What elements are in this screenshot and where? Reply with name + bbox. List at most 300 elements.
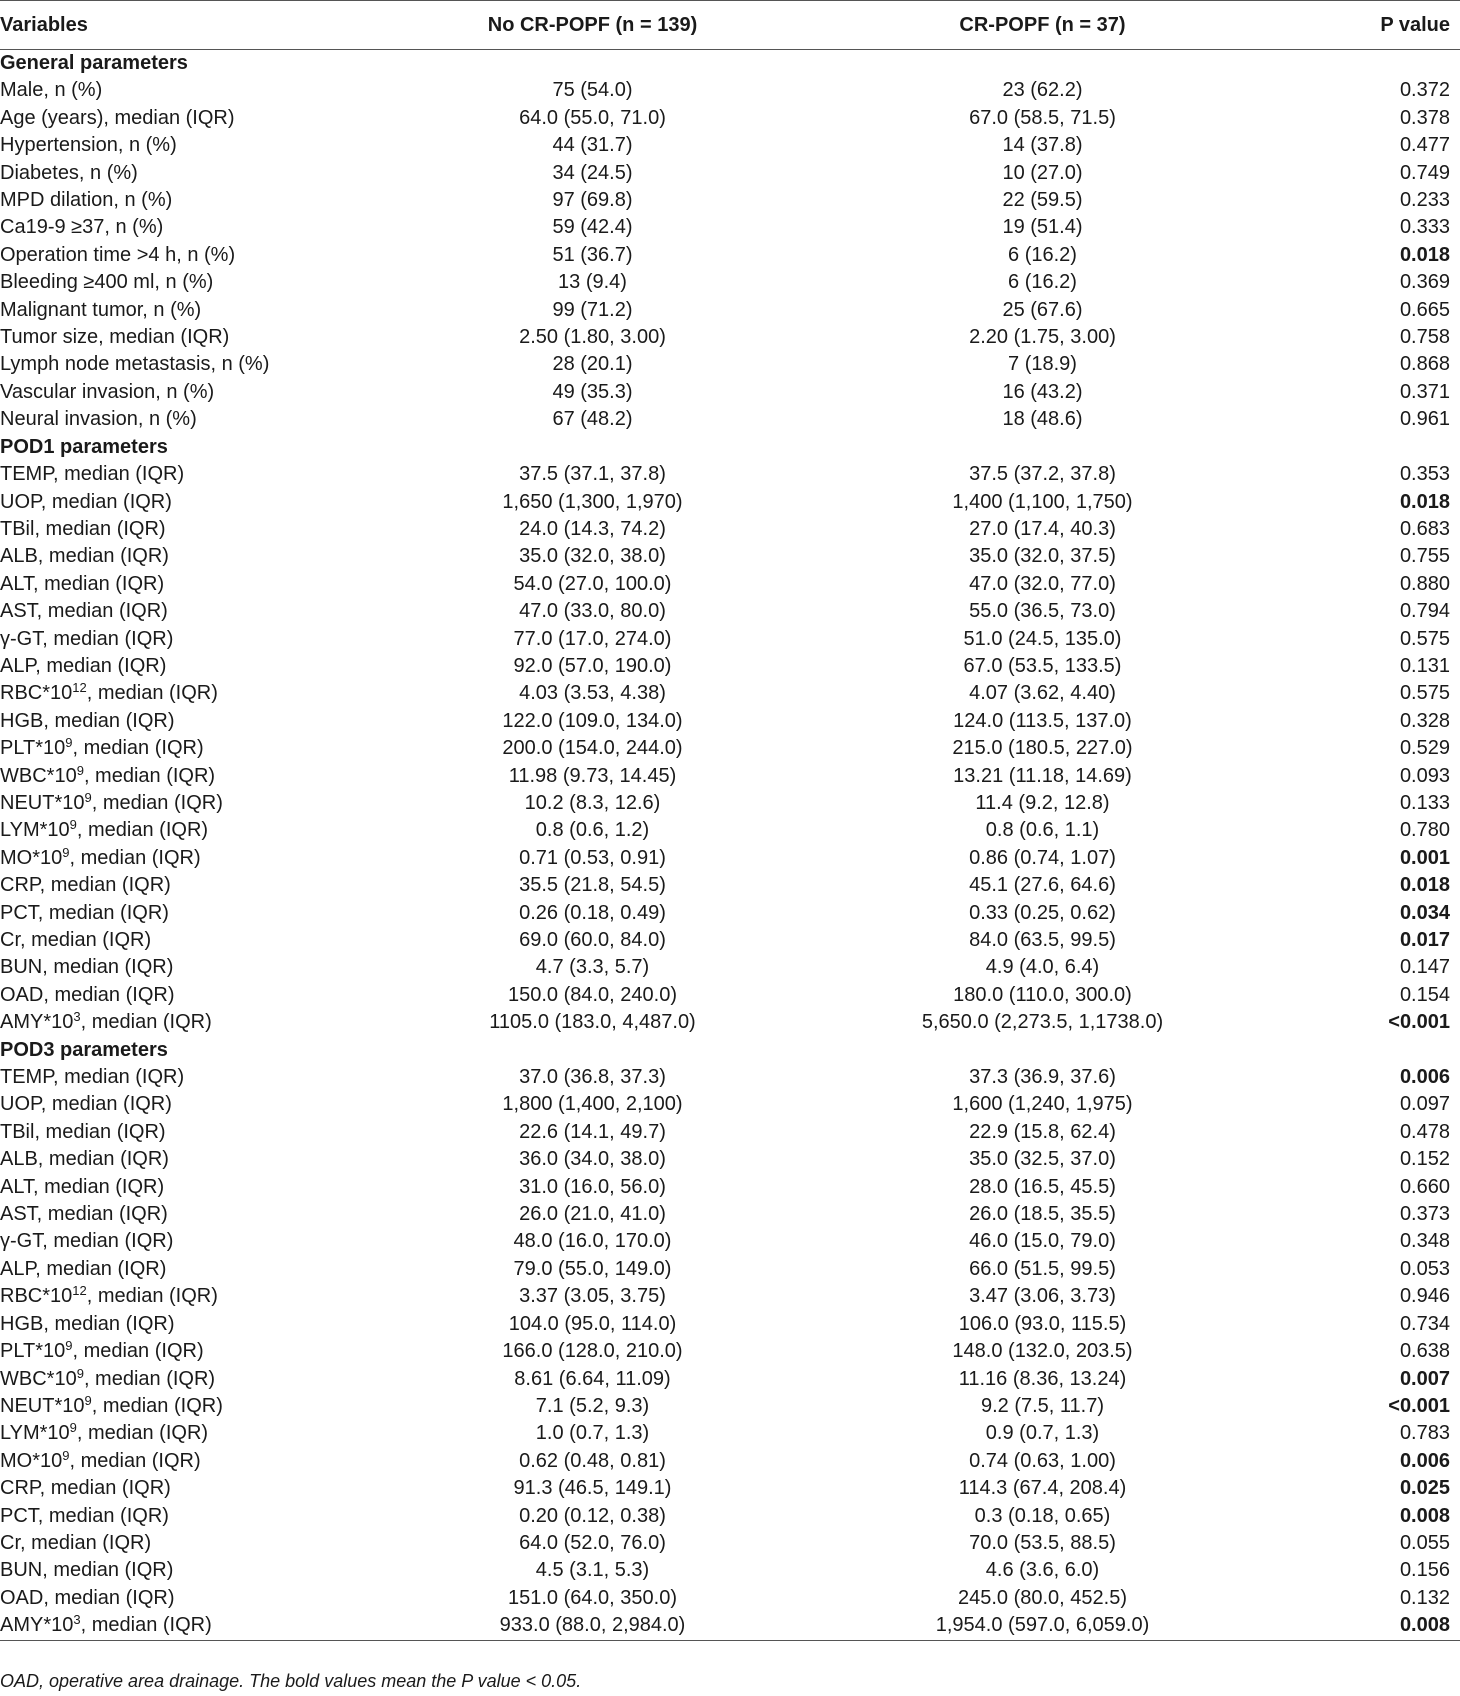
table-row [0, 763, 1460, 790]
header-row [0, 1, 1460, 50]
no-cr-popf-cell: 28 (20.1) [552, 353, 633, 376]
table-row [0, 214, 1460, 241]
cr-popf-cell: 16 (43.2) [1002, 380, 1083, 403]
table-row [0, 1091, 1460, 1118]
variable-name: TEMP, median (IQR) [0, 1066, 185, 1089]
variable-name: Hypertension, n (%) [0, 134, 177, 157]
cr-popf-cell: 22 (59.5) [1002, 189, 1083, 212]
variable-cell [0, 1338, 420, 1365]
section-header-row [0, 434, 1460, 461]
cr-popf-cell: 114.3 (67.4, 208.4) [958, 1477, 1127, 1500]
variable-cell [0, 132, 420, 159]
variable-suffix: , median (IQR) [86, 682, 218, 705]
no-cr-popf-cell: 44 (31.7) [552, 134, 633, 157]
section-title: POD3 parameters [0, 1038, 168, 1061]
variable-cell [0, 927, 420, 954]
variable-cell [0, 1311, 420, 1338]
table-row [0, 626, 1460, 653]
variable-suffix: , median (IQR) [76, 819, 209, 842]
variable-name: Neural invasion, n (%) [0, 408, 197, 431]
variable-exponent: 9 [65, 735, 73, 751]
cr-popf-cell: 0.86 (0.74, 1.07) [969, 846, 1116, 869]
no-cr-popf-cell: 1105.0 (183.0, 4,487.0) [489, 1011, 696, 1034]
table-row [0, 790, 1460, 817]
table-row [0, 1448, 1460, 1475]
no-cr-popf-cell: 24.0 (14.3, 74.2) [519, 517, 666, 540]
table-row [0, 1393, 1460, 1420]
no-cr-popf-cell: 4.03 (3.53, 4.38) [519, 682, 666, 705]
table-row [0, 1366, 1460, 1393]
no-cr-popf-cell: 99 (71.2) [552, 298, 633, 321]
p-value-cell: 0.353 [1399, 463, 1450, 486]
section-header-row [0, 50, 1460, 78]
table-row [0, 1530, 1460, 1557]
p-value-cell: 0.372 [1399, 79, 1450, 102]
variable-name: γ-GT, median (IQR) [0, 1230, 174, 1253]
p-value-cell: 0.008 [1399, 1504, 1450, 1527]
no-cr-popf-cell: 1,800 (1,400, 2,100) [502, 1093, 683, 1116]
variable-exponent: 12 [72, 680, 87, 696]
variable-cell [0, 735, 420, 762]
variable-name: MO*10 [0, 1449, 63, 1472]
table-row [0, 1503, 1460, 1530]
cr-popf-cell: 215.0 (180.5, 227.0) [952, 737, 1133, 760]
variable-cell [0, 1283, 420, 1310]
table-row [0, 1256, 1460, 1283]
table-row [0, 269, 1460, 296]
no-cr-popf-cell: 67 (48.2) [552, 408, 633, 431]
variable-exponent: 9 [62, 1447, 70, 1463]
variable-suffix: , median (IQR) [76, 1422, 209, 1445]
variable-name: Vascular invasion, n (%) [0, 380, 215, 403]
p-value-cell: 0.132 [1399, 1586, 1450, 1609]
variable-exponent: 3 [73, 1612, 81, 1628]
no-cr-popf-cell: 166.0 (128.0, 210.0) [502, 1340, 683, 1363]
cr-popf-cell: 37.5 (37.2, 37.8) [969, 463, 1116, 486]
variable-cell [0, 489, 420, 516]
cr-popf-cell: 124.0 (113.5, 137.0) [953, 709, 1132, 732]
variable-name: Malignant tumor, n (%) [0, 298, 202, 321]
p-value-cell: <0.001 [1388, 1011, 1450, 1034]
table-row [0, 680, 1460, 707]
variable-cell [0, 1366, 420, 1393]
variable-cell [0, 379, 420, 406]
p-value-cell: 0.233 [1399, 189, 1450, 212]
table-row [0, 1064, 1460, 1091]
variable-cell [0, 160, 420, 187]
no-cr-popf-cell: 69.0 (60.0, 84.0) [519, 929, 666, 951]
variable-name: BUN, median (IQR) [0, 1559, 174, 1582]
p-value-cell: 0.025 [1399, 1477, 1450, 1500]
variable-cell [0, 1420, 420, 1447]
p-value-cell: 0.333 [1399, 216, 1450, 239]
variable-exponent: 12 [72, 1283, 87, 1299]
variable-name: NEUT*10 [0, 791, 85, 814]
variable-exponent: 3 [73, 1009, 81, 1025]
p-value-cell: 0.575 [1399, 627, 1450, 650]
no-cr-popf-cell: 3.37 (3.05, 3.75) [519, 1285, 666, 1308]
cr-popf-cell: 4.9 (4.0, 6.4) [985, 956, 1100, 979]
p-value-cell: 0.755 [1399, 545, 1450, 568]
p-value-cell: 0.348 [1399, 1230, 1450, 1253]
no-cr-popf-cell: 11.98 (9.73, 14.45) [508, 764, 677, 787]
variable-exponent: 9 [76, 1365, 84, 1381]
header-no-cr-popf: No CR-POPF (n = 139) [420, 1, 775, 50]
variable-exponent: 9 [76, 762, 84, 778]
variable-exponent: 9 [69, 817, 77, 833]
no-cr-popf-cell: 0.62 (0.48, 0.81) [519, 1449, 666, 1472]
table-row [0, 900, 1460, 927]
p-value-cell: 0.147 [1399, 956, 1450, 979]
p-value-cell: 0.093 [1399, 764, 1450, 787]
variable-cell [0, 1393, 420, 1420]
variable-cell [0, 1256, 420, 1283]
p-value-cell: 0.328 [1399, 709, 1450, 732]
variable-cell [0, 1503, 420, 1530]
variable-cell [0, 653, 420, 680]
table-row [0, 379, 1460, 406]
variable-cell [0, 242, 420, 269]
no-cr-popf-cell: 37.5 (37.1, 37.8) [519, 463, 666, 486]
header-variables: Variables [0, 1, 420, 50]
header-cr-popf: CR-POPF (n = 37) [775, 1, 1320, 50]
no-cr-popf-cell: 200.0 (154.0, 244.0) [502, 737, 683, 760]
variable-cell [0, 351, 420, 378]
p-value-cell: 0.946 [1399, 1285, 1450, 1308]
no-cr-popf-cell: 59 (42.4) [552, 216, 633, 239]
no-cr-popf-cell: 75 (54.0) [552, 79, 633, 102]
variable-cell [0, 598, 420, 625]
table-row [0, 598, 1460, 625]
section-title: POD1 parameters [0, 435, 168, 458]
variable-cell [0, 1612, 420, 1640]
p-value-cell: 0.780 [1399, 819, 1450, 842]
variable-cell [0, 763, 420, 790]
table-row [0, 571, 1460, 598]
table-row [0, 845, 1460, 872]
p-value-cell: 0.665 [1399, 298, 1450, 321]
no-cr-popf-cell: 79.0 (55.0, 149.0) [513, 1257, 672, 1280]
no-cr-popf-cell: 31.0 (16.0, 56.0) [519, 1175, 666, 1198]
cr-popf-cell: 25 (67.6) [1002, 298, 1083, 321]
variable-cell [0, 269, 420, 296]
variable-cell [0, 1146, 420, 1173]
variable-name: AST, median (IQR) [0, 1203, 168, 1226]
cr-popf-cell: 4.6 (3.6, 6.0) [985, 1559, 1100, 1582]
cr-popf-cell: 13.21 (11.18, 14.69) [953, 764, 1132, 787]
variable-cell [0, 297, 420, 324]
cr-popf-cell: 180.0 (110.0, 300.0) [953, 983, 1132, 1006]
variable-name: AMY*10 [0, 1614, 74, 1637]
cr-popf-cell: 18 (48.6) [1002, 408, 1083, 431]
variable-cell [0, 900, 420, 927]
variable-cell [0, 708, 420, 735]
p-value-cell: 0.055 [1399, 1531, 1450, 1554]
no-cr-popf-cell: 150.0 (84.0, 240.0) [507, 983, 677, 1006]
variable-name: OAD, median (IQR) [0, 983, 175, 1006]
no-cr-popf-cell: 0.8 (0.6, 1.2) [535, 819, 650, 842]
cr-popf-cell: 1,954.0 (597.0, 6,059.0) [775, 1612, 1320, 1640]
p-value-cell: 0.734 [1399, 1312, 1450, 1335]
no-cr-popf-cell: 48.0 (16.0, 170.0) [513, 1230, 672, 1253]
no-cr-popf-cell: 104.0 (95.0, 114.0) [508, 1312, 677, 1335]
variable-name: CRP, median (IQR) [0, 874, 171, 897]
p-value-cell: 0.529 [1399, 737, 1450, 760]
variable-name: NEUT*10 [0, 1394, 85, 1417]
table-row [0, 1338, 1460, 1365]
p-value-cell: 0.008 [1320, 1612, 1460, 1640]
variable-cell [0, 1475, 420, 1502]
variable-cell [0, 790, 420, 817]
no-cr-popf-cell: 51 (36.7) [552, 243, 633, 266]
cr-popf-cell: 51.0 (24.5, 135.0) [963, 627, 1122, 650]
variable-exponent: 9 [84, 789, 92, 805]
variable-name: ALT, median (IQR) [0, 572, 165, 595]
p-value-cell: 0.660 [1399, 1175, 1450, 1198]
variable-name: Bleeding ≥400 ml, n (%) [0, 271, 214, 294]
variable-name: PCT, median (IQR) [0, 1504, 169, 1527]
p-value-cell: 0.017 [1399, 929, 1450, 951]
cr-popf-cell: 6 (16.2) [1008, 271, 1077, 294]
variable-name: PLT*10 [0, 737, 66, 760]
p-value-cell: 0.001 [1399, 846, 1450, 869]
variable-cell [0, 1448, 420, 1475]
cr-popf-cell: 0.8 (0.6, 1.1) [985, 819, 1100, 842]
variable-name: OAD, median (IQR) [0, 1586, 175, 1609]
p-value-cell: 0.053 [1399, 1257, 1450, 1280]
p-value-cell: 0.575 [1399, 682, 1450, 705]
p-value-cell: 0.006 [1399, 1449, 1450, 1472]
no-cr-popf-cell: 26.0 (21.0, 41.0) [519, 1203, 666, 1226]
variable-cell [0, 817, 420, 844]
p-value-cell: 0.018 [1399, 243, 1450, 266]
no-cr-popf-cell: 7.1 (5.2, 9.3) [535, 1394, 650, 1417]
no-cr-popf-cell: 34 (24.5) [552, 161, 633, 184]
p-value-cell: 0.638 [1399, 1340, 1450, 1363]
variable-cell [0, 1091, 420, 1118]
p-value-cell: 0.152 [1399, 1148, 1450, 1171]
table-row [0, 1420, 1460, 1447]
variable-cell [0, 461, 420, 488]
cr-popf-cell: 1,600 (1,240, 1,975) [952, 1093, 1133, 1116]
variable-suffix: , median (IQR) [69, 846, 201, 869]
table-row [0, 1557, 1460, 1584]
p-value-cell: 0.378 [1399, 106, 1450, 129]
no-cr-popf-cell: 122.0 (109.0, 134.0) [502, 709, 683, 732]
no-cr-popf-cell: 47.0 (33.0, 80.0) [519, 600, 666, 623]
variable-name: UOP, median (IQR) [0, 490, 172, 513]
variable-suffix: , median (IQR) [83, 764, 216, 787]
no-cr-popf-cell: 4.7 (3.3, 5.7) [535, 956, 650, 979]
p-value-cell: 0.156 [1399, 1559, 1450, 1582]
cr-popf-cell: 84.0 (63.5, 99.5) [969, 929, 1116, 951]
variable-name: RBC*10 [0, 682, 73, 705]
no-cr-popf-cell: 64.0 (52.0, 76.0) [519, 1531, 666, 1554]
variable-cell [0, 571, 420, 598]
variable-name: Male, n (%) [0, 79, 103, 102]
variable-cell [0, 1585, 420, 1612]
no-cr-popf-cell: 64.0 (55.0, 71.0) [519, 106, 666, 129]
variable-name: CRP, median (IQR) [0, 1477, 171, 1500]
table-body [0, 50, 1460, 1641]
no-cr-popf-cell: 49 (35.3) [552, 380, 633, 403]
cr-popf-cell: 35.0 (32.5, 37.0) [969, 1148, 1116, 1171]
table-row [0, 1146, 1460, 1173]
table-row [0, 132, 1460, 159]
variable-name: PCT, median (IQR) [0, 901, 169, 924]
cr-popf-cell: 66.0 (51.5, 99.5) [969, 1257, 1116, 1280]
p-value-cell: 0.783 [1399, 1422, 1450, 1445]
variable-name: Ca19-9 ≥37, n (%) [0, 216, 164, 239]
variable-suffix: , median (IQR) [80, 1011, 212, 1034]
variable-name: ALP, median (IQR) [0, 654, 167, 677]
cr-popf-cell: 55.0 (36.5, 73.0) [969, 600, 1116, 623]
table-footnote: OAD, operative area drainage. The bold values mean the P value < 0.05. [0, 1671, 582, 1691]
cr-popf-cell: 67.0 (58.5, 71.5) [969, 106, 1116, 129]
no-cr-popf-cell: 54.0 (27.0, 100.0) [513, 572, 672, 595]
variable-exponent: 9 [69, 1420, 77, 1436]
no-cr-popf-cell: 36.0 (34.0, 38.0) [519, 1148, 666, 1171]
table-row [0, 1174, 1460, 1201]
table-row [0, 187, 1460, 214]
table-row [0, 927, 1460, 954]
p-value-cell: 0.683 [1399, 517, 1450, 540]
cr-popf-cell: 23 (62.2) [1002, 79, 1083, 102]
no-cr-popf-cell: 92.0 (57.0, 190.0) [513, 654, 672, 677]
table-row [0, 872, 1460, 899]
variable-cell [0, 187, 420, 214]
variable-suffix: , median (IQR) [72, 1340, 204, 1363]
cr-popf-cell: 1,400 (1,100, 1,750) [952, 490, 1133, 513]
section-header-row [0, 1037, 1460, 1064]
no-cr-popf-cell: 0.71 (0.53, 0.91) [519, 846, 666, 869]
p-value-cell: 0.131 [1399, 654, 1450, 677]
variable-exponent: 9 [84, 1392, 92, 1408]
cr-popf-cell: 0.74 (0.63, 1.00) [969, 1449, 1116, 1472]
table-row [0, 406, 1460, 433]
variable-name: Cr, median (IQR) [0, 1531, 152, 1554]
table-row [0, 324, 1460, 351]
cr-popf-cell: 148.0 (132.0, 203.5) [952, 1340, 1133, 1363]
variable-name: ALB, median (IQR) [0, 545, 169, 568]
p-value-cell: 0.961 [1399, 408, 1450, 431]
variable-cell [0, 324, 420, 351]
table-row [0, 1009, 1460, 1036]
p-value-cell: 0.018 [1399, 874, 1450, 897]
header-p-value: P value [1320, 1, 1460, 50]
variable-suffix: , median (IQR) [91, 791, 223, 814]
variable-name: AST, median (IQR) [0, 600, 168, 623]
variable-cell [0, 1174, 420, 1201]
variable-cell [0, 1557, 420, 1584]
variable-suffix: , median (IQR) [83, 1367, 216, 1390]
variable-cell [0, 680, 420, 707]
variable-name: HGB, median (IQR) [0, 709, 175, 732]
variable-cell [0, 105, 420, 132]
cr-popf-cell: 35.0 (32.0, 37.5) [969, 545, 1116, 568]
table-row [0, 1283, 1460, 1310]
cr-popf-cell: 28.0 (16.5, 45.5) [969, 1175, 1116, 1198]
p-value-cell: 0.097 [1399, 1093, 1450, 1116]
variable-exponent: 9 [65, 1338, 73, 1354]
variable-suffix: , median (IQR) [86, 1285, 218, 1308]
no-cr-popf-cell: 0.20 (0.12, 0.38) [519, 1504, 666, 1527]
variable-suffix: , median (IQR) [69, 1449, 201, 1472]
cr-popf-cell: 22.9 (15.8, 62.4) [969, 1120, 1116, 1143]
cr-popf-cell: 6 (16.2) [1008, 243, 1077, 266]
cr-popf-cell: 70.0 (53.5, 88.5) [969, 1531, 1116, 1554]
p-value-cell: 0.758 [1399, 326, 1450, 349]
variable-cell [0, 406, 420, 433]
cr-popf-cell: 67.0 (53.5, 133.5) [963, 654, 1122, 677]
variable-name: PLT*10 [0, 1340, 66, 1363]
table-row [0, 735, 1460, 762]
no-cr-popf-cell: 37.0 (36.8, 37.3) [519, 1066, 666, 1089]
variable-cell [0, 543, 420, 570]
table-row [0, 543, 1460, 570]
table-row [0, 1311, 1460, 1338]
table-row [0, 77, 1460, 104]
table-row [0, 461, 1460, 488]
cr-popf-cell: 14 (37.8) [1002, 134, 1083, 157]
table-row [0, 160, 1460, 187]
variable-name: Lymph node metastasis, n (%) [0, 353, 270, 376]
no-cr-popf-cell: 8.61 (6.64, 11.09) [514, 1367, 671, 1390]
p-value-cell: 0.373 [1399, 1203, 1450, 1226]
table-row [0, 105, 1460, 132]
p-value-cell: 0.133 [1399, 791, 1450, 814]
variable-cell [0, 77, 420, 104]
variable-name: LYM*10 [0, 819, 70, 842]
variable-cell [0, 1201, 420, 1228]
variable-name: RBC*10 [0, 1285, 73, 1308]
no-cr-popf-cell: 151.0 (64.0, 350.0) [507, 1586, 677, 1609]
no-cr-popf-cell: 4.5 (3.1, 5.3) [535, 1559, 650, 1582]
table-row [0, 954, 1460, 981]
table-row [0, 242, 1460, 269]
variable-suffix: , median (IQR) [72, 737, 204, 760]
variable-cell [0, 982, 420, 1009]
variable-cell [0, 1228, 420, 1255]
cr-popf-cell: 10 (27.0) [1002, 161, 1083, 184]
variable-cell [0, 872, 420, 899]
cr-popf-cell: 11.4 (9.2, 12.8) [975, 791, 1110, 814]
no-cr-popf-cell: 97 (69.8) [552, 189, 633, 212]
no-cr-popf-cell: 35.0 (32.0, 38.0) [519, 545, 666, 568]
variable-name: WBC*10 [0, 764, 77, 787]
variable-name: UOP, median (IQR) [0, 1093, 172, 1116]
variable-cell [0, 1530, 420, 1557]
table-row [0, 489, 1460, 516]
p-value-cell: 0.794 [1399, 600, 1450, 623]
table-row [0, 351, 1460, 378]
table-row [0, 982, 1460, 1009]
variable-cell [0, 516, 420, 543]
variable-cell [0, 214, 420, 241]
cr-popf-cell: 11.16 (8.36, 13.24) [958, 1367, 1127, 1390]
table-row [0, 1228, 1460, 1255]
variable-name: HGB, median (IQR) [0, 1312, 175, 1335]
variable-name: WBC*10 [0, 1367, 77, 1390]
cr-popf-cell: 45.1 (27.6, 64.6) [969, 874, 1116, 897]
variable-exponent: 9 [62, 844, 70, 860]
p-value-cell: 0.371 [1399, 380, 1450, 403]
variable-name: TBil, median (IQR) [0, 517, 166, 540]
variable-name: Tumor size, median (IQR) [0, 326, 230, 349]
variable-cell [0, 1119, 420, 1146]
cr-popf-cell: 3.47 (3.06, 3.73) [969, 1285, 1116, 1308]
variable-suffix: , median (IQR) [91, 1394, 223, 1417]
